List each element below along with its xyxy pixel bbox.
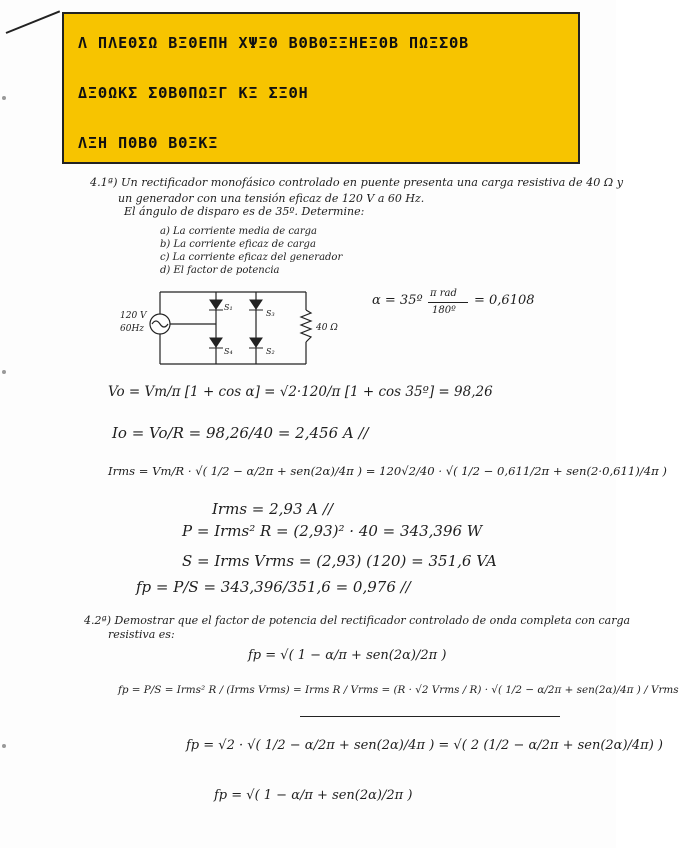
- problem-1-item-b: b) La corriente eficaz de carga: [160, 239, 316, 250]
- equation-irms-value: Irms = 2,93 A //: [212, 500, 333, 518]
- problem-1-statement-line-3: El ángulo de disparo es de 35º. Determine:: [124, 205, 365, 218]
- banner-line-1: Λ ΠΛΕΘΣΩ ΒΞΘΕΠΗ ΧΨΞΘ ΒΘΒΘΞΞΗΕΞΘΒ ΠΩΞΣΘΒ: [78, 34, 470, 52]
- equation-apparent-power: S = Irms Vrms = (2,93) (120) = 351,6 VA: [182, 552, 497, 570]
- problem-1-item-d: d) El factor de potencia: [160, 265, 280, 276]
- thyristor-s2-label: S₂: [266, 347, 275, 356]
- problem-2-step-2: fp = √2 · √( 1/2 − α/2π + sen(2α)/4π ) = √( 2 (1/2 − α/2π + sen(2α)/4π) ): [186, 738, 664, 753]
- problem-2-statement-line-2: resistiva es:: [108, 628, 175, 641]
- angle-fraction-denominator: 180º: [432, 305, 456, 316]
- load-resistance-label: 40 Ω: [316, 323, 338, 333]
- angle-radians-result: = 0,6108: [474, 293, 535, 308]
- source-voltage-label: 120 V: [120, 311, 147, 321]
- equation-vo: Vo = Vm/π [1 + cos α] = √2·120/π [1 + cos 35º] = 98,26: [108, 384, 493, 400]
- header-banner: [62, 12, 580, 164]
- source-frequency-label: 60Hz: [120, 324, 145, 334]
- punch-mark: [2, 96, 6, 100]
- problem-1-statement-line-1: 4.1ª) Un rectificador monofásico controlado en puente presenta una carga resistiva de 40 Ω y: [90, 176, 624, 189]
- problem-2-step-3: fp = √( 1 − α/π + sen(2α)/2π ): [214, 788, 413, 803]
- banner-line-2: ΔΞΘΩΚΣ ΣΘΒΘΠΩΞΓ ΚΞ ΣΞΘΗ: [78, 84, 309, 102]
- pen-stroke: [6, 10, 61, 34]
- thyristor-s1-label: S₁: [224, 303, 233, 312]
- equation-active-power: P = Irms² R = (2,93)² · 40 = 343,396 W: [182, 522, 483, 540]
- bridge-rectifier-circuit: [116, 288, 346, 370]
- equation-power-factor: fp = P/S = 343,396/351,6 = 0,976 //: [136, 578, 411, 596]
- thyristor-s3-label: S₃: [266, 309, 275, 318]
- angle-fraction-numerator: π rad: [430, 288, 457, 299]
- punch-mark: [2, 370, 6, 374]
- equation-io: Io = Vo/R = 98,26/40 = 2,456 A //: [112, 424, 369, 442]
- problem-1-item-c: c) La corriente eficaz del generador: [160, 252, 343, 263]
- punch-mark: [2, 744, 6, 748]
- problem-1-item-a: a) La corriente media de carga: [160, 226, 318, 237]
- banner-line-3: ΛΞΗ ΠΘΒΘ ΒΘΞΚΞ: [78, 134, 219, 152]
- problem-2-statement-line-1: 4.2ª) Demostrar que el factor de potencia del rectificador controlado de onda completa con carga: [84, 614, 631, 627]
- equation-irms: Irms = Vm/R · √( 1/2 − α/2π + sen(2α)/4π ) = 120√2/40 · √( 1/2 − 0,611/2π + sen(2·0,611)/4π ): [108, 464, 667, 478]
- problem-2-target-formula: fp = √( 1 − α/π + sen(2α)/2π ): [248, 648, 447, 663]
- fraction-bar: [300, 716, 560, 717]
- angle-alpha: α = 35º: [372, 293, 423, 308]
- fraction-bar: [428, 302, 468, 303]
- problem-2-step-1: fp = P/S = Irms² R / (Irms Vrms) = Irms R / Vrms = (R · √2 Vrms / R) · √( 1/2 − α/2π + sen(2α)/4π ) / Vrms: [118, 684, 679, 696]
- problem-1-statement-line-2: un generador con una tensión eficaz de 120 V a 60 Hz.: [118, 192, 425, 205]
- thyristor-s4-label: S₄: [224, 347, 233, 356]
